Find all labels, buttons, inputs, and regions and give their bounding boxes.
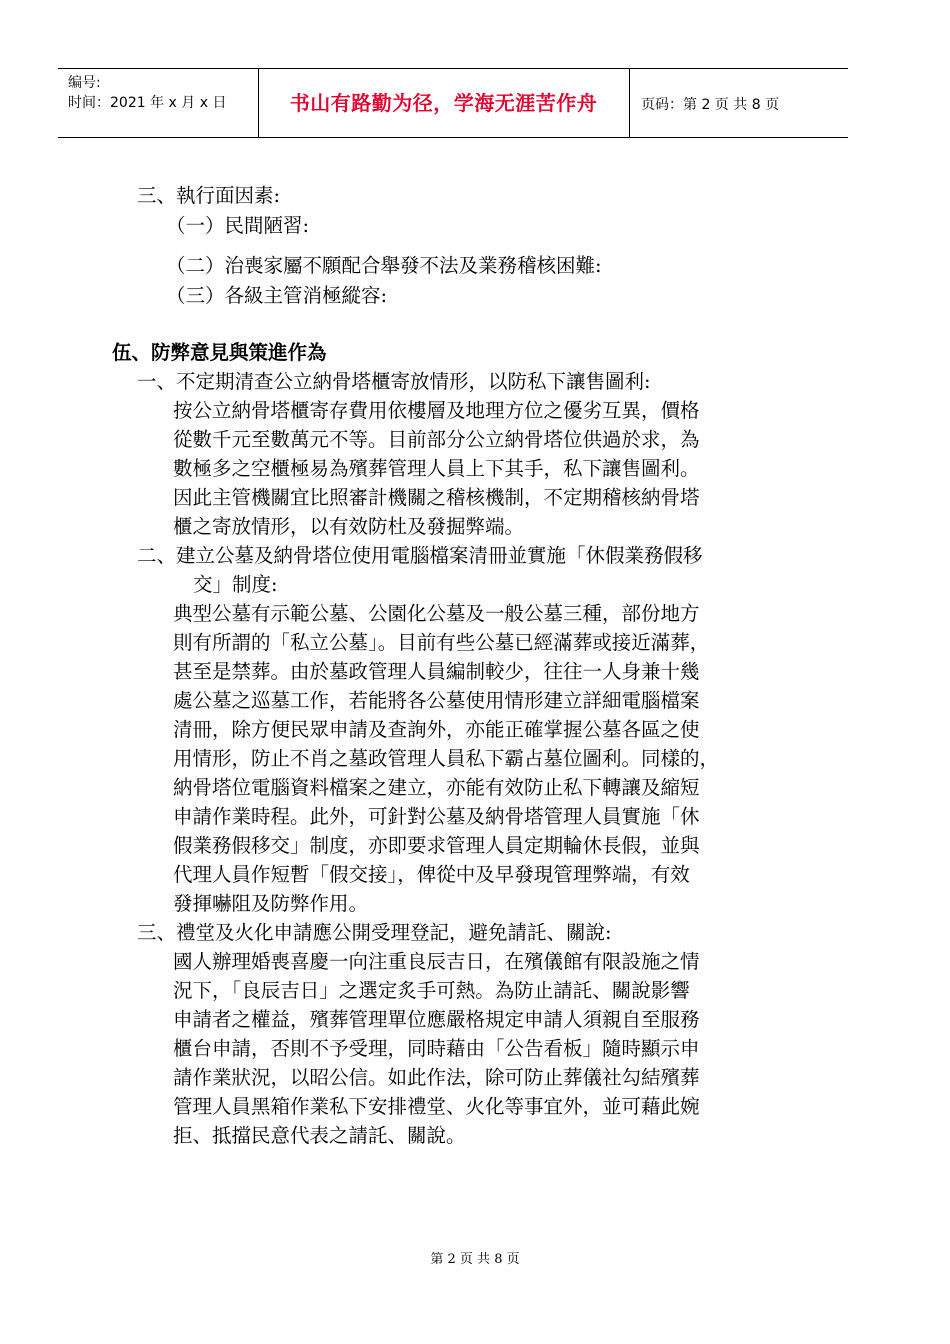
paragraph-line: 納骨塔位電腦資料檔案之建立，亦能有效防止私下轉讓及縮短 <box>173 776 700 799</box>
paragraph-line: 因此主管機關宜比照審計機關之稽核機制，不定期稽核納骨塔 <box>173 486 700 509</box>
subsection-item: （三）各級主管消極縱容: <box>166 284 388 307</box>
page-label: 页码：第 2 页 共 8 页 <box>641 97 780 113</box>
item-heading: 二、建立公墓及納骨塔位使用電腦檔案清冊並實施「休假業務假移 <box>137 544 703 567</box>
paragraph-line: 則有所謂的「私立公墓」。目前有些公墓已經滿葬或接近滿葬， <box>173 631 710 654</box>
header-page-info <box>629 69 848 137</box>
paragraph-line: 請作業狀況，以昭公信。如此作法，除可防止葬儀社勾結殯葬 <box>173 1066 700 1089</box>
item-heading: 一、不定期清查公立納骨塔櫃寄放情形，以防私下讓售圖利: <box>137 370 651 393</box>
paragraph-line: 況下，「良辰吉日」之選定炙手可熱。為防止請託、關說影響 <box>173 979 690 1002</box>
paragraph-line: 申請者之權益，殯葬管理單位應嚴格規定申請人須親自至服務 <box>173 1008 700 1031</box>
paragraph-line: 數極多之空櫃極易為殯葬管理人員上下其手，私下讓售圖利。 <box>173 457 700 480</box>
page-footer: 第 2 页 共 8 页 <box>430 1252 520 1267</box>
paragraph-line: 按公立納骨塔櫃寄存費用依樓層及地理方位之優劣互異，價格 <box>173 399 700 422</box>
section-heading: 三、執行面因素: <box>137 184 281 207</box>
paragraph-line: 發揮嚇阻及防弊作用。 <box>173 892 369 915</box>
chapter-title: 伍、防弊意見與策進作為 <box>112 341 327 364</box>
paragraph-line: 代理人員作短暫「假交接」，俾從中及早發現管理弊端，有效 <box>173 863 690 886</box>
paragraph-line: 假業務假移交」制度，亦即要求管理人員定期輪休長假，並與 <box>173 834 700 857</box>
paragraph-line: 處公墓之巡墓工作，若能將各公墓使用情形建立詳細電腦檔案 <box>173 689 700 712</box>
item-heading-cont: 交」制度: <box>193 573 278 596</box>
item-heading: 三、禮堂及火化申請應公開受理登記，避免請託、關說: <box>137 921 612 944</box>
header-info <box>58 69 258 137</box>
paragraph-line: 用情形，防止不肖之墓政管理人員私下霸占墓位圖利。同樣的， <box>173 747 720 770</box>
paragraph-line: 甚至是禁葬。由於墓政管理人員編制較少，往往一人身兼十幾 <box>173 660 700 683</box>
time-label: 时间：2021 年 x 月 x 日 <box>68 95 227 111</box>
paragraph-line: 典型公墓有示範公墓、公園化公墓及一般公墓三種，部份地方 <box>173 602 700 625</box>
subsection-item: （二）治喪家屬不願配合舉發不法及業務稽核困難: <box>166 254 602 277</box>
paragraph-line: 國人辦理婚喪喜慶一向注重良辰吉日，在殯儀館有限設施之情 <box>173 950 700 973</box>
number-label: 编号: <box>68 75 101 91</box>
paragraph-line: 拒、抵擋民意代表之請託、關說。 <box>173 1124 466 1147</box>
subsection-item: （一）民間陋習: <box>166 214 310 237</box>
paragraph-line: 申請作業時程。此外，可針對公墓及納骨塔管理人員實施「休 <box>173 805 700 828</box>
paragraph-line: 管理人員黑箱作業私下安排禮堂、火化等事宜外，並可藉此婉 <box>173 1095 700 1118</box>
header-motto: 书山有路勤为径，学海无涯苦作舟 <box>289 91 598 115</box>
paragraph-line: 從數千元至數萬元不等。目前部分公立納骨塔位供過於求，為 <box>173 428 700 451</box>
paragraph-line: 清冊，除方便民眾申請及查詢外，亦能正確掌握公墓各區之使 <box>173 718 700 741</box>
paragraph-line: 櫃台申請，否則不予受理，同時藉由「公告看板」隨時顯示申 <box>173 1037 700 1060</box>
paragraph-line: 櫃之寄放情形，以有效防杜及發掘弊端。 <box>173 515 525 538</box>
document-header <box>58 68 848 138</box>
